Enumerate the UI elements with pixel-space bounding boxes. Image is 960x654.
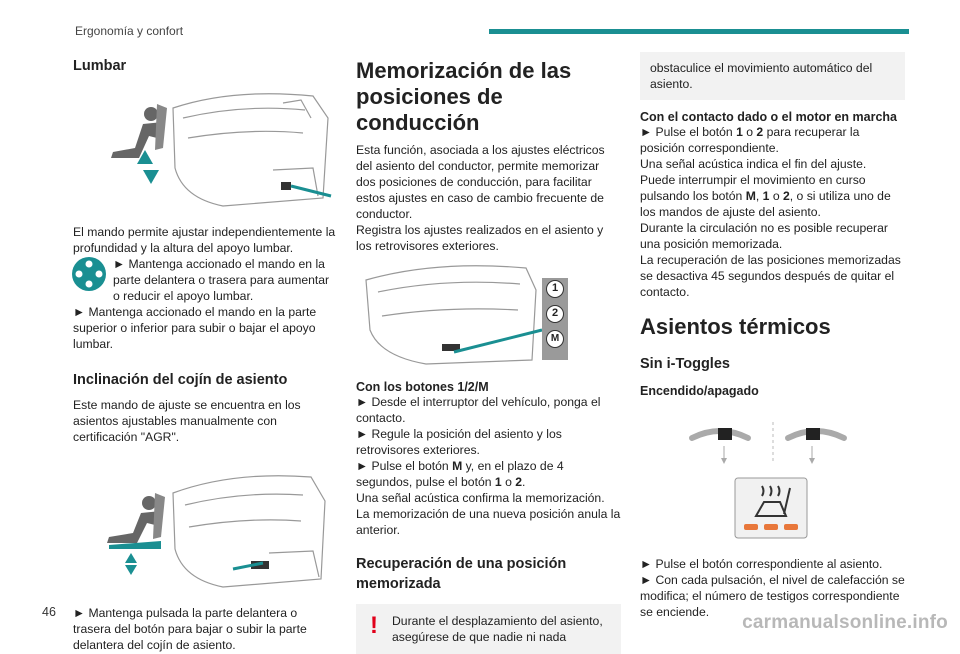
no-toggles-heading: Sin i-Toggles [640,356,730,372]
memory-step-1: ► Desde el interruptor del vehículo, ponga el contacto. [356,395,601,425]
header-accent-bar [489,29,909,34]
memory-step-2: ► Regule la posición del asiento y los retrovisores exteriores. [356,427,562,457]
warning-box [356,604,621,654]
heated-seat-illustration [640,404,905,540]
memory-paragraph-4: La memorización de una nueva posición anula la anterior. [356,507,621,537]
cushion-heading: Inclinación del cojín de asiento [73,372,288,388]
heated-step-2: ► Con cada pulsación, el nivel de calefacción se modifica; el número de testigos correspondiente se enciende. [640,573,905,619]
person-seat-icon [107,493,165,543]
column-2 [356,52,621,654]
cushion-step-1: ► Mantenga pulsada la parte delantera o trasera del botón para bajar o subir la parte delantera del cojín de asiento. [73,606,307,652]
warning-continued-text: obstaculice el movimiento automático del asiento. [650,61,873,91]
lumbar-control-icon [281,182,291,190]
heated-seats-heading: Asientos térmicos [640,314,831,339]
on-off-heading: Encendido/apagado [640,384,759,398]
recover-paragraph-1: Una señal acústica indica el fin del ajuste. [640,157,867,171]
heat-level-indicator-1 [744,524,758,530]
header-section-title: Ergonomía y confort [75,24,184,38]
column-3 [640,52,905,620]
recover-step-1: ► Pulse el botón 1 o 2 para recuperar la posición correspondiente. [640,125,860,155]
console-right-icon [806,428,820,440]
memory-seat-illustration [356,260,621,366]
memory-button-1[interactable]: 1 [546,280,564,298]
warning-continued-box [640,52,905,100]
cushion-arrow-down-icon [125,565,137,575]
lumbar-step-1: ► Mantenga accionado el mando en la parte delantera o trasera para aumentar o reducir el apoyo lumbar. [113,257,330,303]
warning-icon: ! [370,612,378,639]
memory-step-3: ► Pulse el botón M y, en el plazo de 4 segundos, pulse el botón 1 o 2. [356,459,564,489]
memory-button-m[interactable]: M [546,330,564,348]
page-number: 46 [42,605,56,619]
pointer-arrow-icon [291,186,331,196]
lumbar-step-2: ► Mantenga accionado el mando en la parte superior o inferior para subir o bajar el apoyo lumbar. [73,305,317,351]
ignition-on-heading: Con el contacto dado o el motor en marcha [640,110,897,124]
memory-heading: Memorización de las posiciones de conducción [356,58,572,135]
console-left-icon [718,428,732,440]
recover-paragraph-3: Durante la circulación no es posible recuperar una posición memorizada. [640,221,888,251]
heat-level-indicator-3 [784,524,798,530]
seat-outline [173,476,325,587]
heated-step-1: ► Pulse el botón correspondiente al asiento. [640,557,883,571]
pointer-arrow-icon [454,330,542,352]
cushion-arrow-up-icon [125,553,137,563]
recover-heading: Recuperación de una posición memorizada [356,556,567,592]
cushion-paragraph: Este mando de ajuste se encuentra en los asientos ajustables manualmente con certificación "AGR". [73,398,301,444]
cushion-seat-illustration [73,457,338,589]
lumbar-seat-illustration [73,78,338,208]
watermark: carmanualsonline.info [742,612,948,633]
recover-paragraph-2: Puede interrumpir el movimiento en curso pulsando los botón M, 1 o 2, o si utiliza uno de los mandos de ajuste del asiento. [640,173,891,219]
column-1 [73,52,338,653]
memory-paragraph-2: Registra los ajustes realizados en el asiento y los retrovisores exteriores. [356,223,604,253]
lumbar-paragraph: El mando permite ajustar independientemente la profundidad y la altura del apoyo lumbar. [73,225,336,255]
memory-paragraph-1: Esta función, asociada a los ajustes eléctricos del asiento del conductor, permite memorizar dos posiciones de conducción, para facilitar estos ajustes en caso de cambio frecuente de conductor. [356,143,605,221]
memory-button-2[interactable]: 2 [546,305,564,323]
warning-text: Durante el desplazamiento del asiento, asegúrese de que nadie ni nada [392,614,603,644]
person-seat-icon [111,104,167,158]
dpad-control-icon [71,256,107,292]
recover-paragraph-4: La recuperación de las posiciones memorizadas se desactiva 45 segundos después de quitar el contacto. [640,253,901,299]
with-buttons-heading: Con los botones 1/2/M [356,380,489,394]
lumbar-heading: Lumbar [73,58,127,74]
memory-paragraph-3: Una señal acústica confirma la memorización. [356,491,605,505]
heat-level-indicator-2 [764,524,778,530]
lumbar-arrow-right-icon [143,170,159,184]
